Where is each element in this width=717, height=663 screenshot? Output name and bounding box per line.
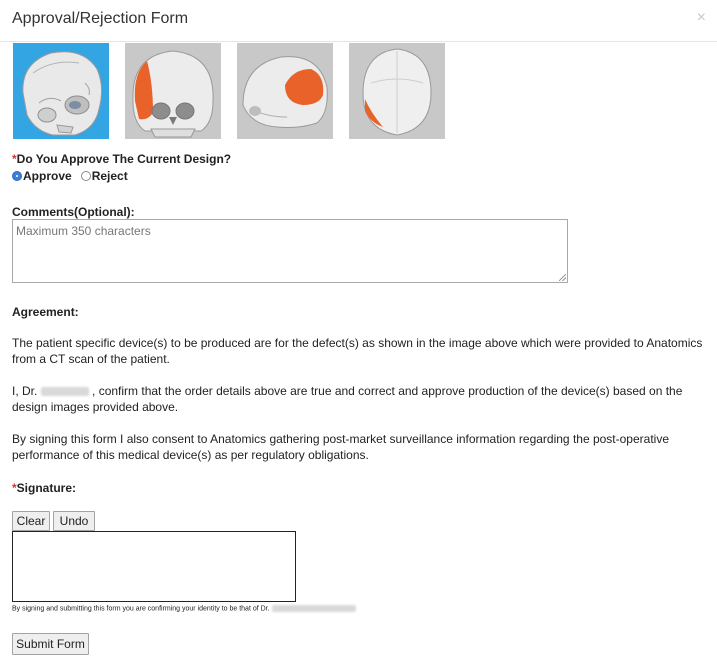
skull-render-top[interactable] — [349, 43, 445, 139]
close-icon[interactable]: × — [696, 9, 706, 26]
agreement-paragraph-3: By signing this form I also consent to Anatomics gathering post-market surveillance information regarding the post-operative performance of this medical device(s) as per regulatory obligations. — [12, 432, 669, 462]
comments-textarea[interactable] — [12, 219, 568, 283]
resize-grip-icon[interactable] — [559, 274, 566, 281]
signature-pad[interactable] — [12, 531, 296, 602]
submit-form-button[interactable]: Submit Form — [12, 633, 89, 655]
reject-radio[interactable] — [81, 169, 128, 183]
clear-signature-button[interactable]: Clear — [12, 511, 50, 531]
approval-question — [12, 152, 231, 166]
skull-render-oblique[interactable] — [13, 43, 109, 139]
signature-label-text: Signature: — [16, 481, 77, 495]
signature-note-text: By signing and submitting this form you are confirming your identity to be that of Dr. — [12, 605, 270, 613]
approval-radio-group — [12, 169, 137, 183]
dialog-title: Approval/Rejection Form — [12, 10, 189, 27]
approve-radio-circle[interactable] — [12, 171, 22, 181]
design-images — [13, 43, 445, 139]
agreement-paragraph-2 — [12, 383, 707, 415]
required-marker: * — [12, 152, 17, 166]
agreement-paragraph-2-text: , confirm that the order details above are true and correct and approve production of the device(s) based on the design images provided above. — [12, 384, 683, 414]
required-marker: * — [12, 481, 17, 495]
signature-label — [12, 481, 76, 495]
comments-label: Comments(Optional): — [12, 205, 135, 219]
approve-label[interactable]: Approve — [23, 169, 72, 183]
dialog-header — [0, 0, 717, 42]
approve-radio[interactable] — [12, 169, 72, 183]
agreement-paragraph-1: The patient specific device(s) to be produced are for the defect(s) as shown in the image above which were provided to Anatomics from a CT scan of the patient. — [12, 336, 703, 366]
approval-question-text: Do You Approve The Current Design? — [16, 152, 232, 166]
reject-radio-circle[interactable] — [81, 171, 91, 181]
skull-render-lateral[interactable] — [237, 43, 333, 139]
redacted-name — [272, 605, 356, 612]
skull-render-front[interactable] — [125, 43, 221, 139]
reject-label[interactable]: Reject — [91, 169, 128, 183]
agreement-label: Agreement: — [12, 305, 79, 319]
undo-signature-button[interactable]: Undo — [53, 511, 95, 531]
redacted-name — [41, 387, 89, 396]
signature-note — [12, 605, 356, 612]
agreement-dr-prefix: I, Dr. — [12, 384, 38, 398]
